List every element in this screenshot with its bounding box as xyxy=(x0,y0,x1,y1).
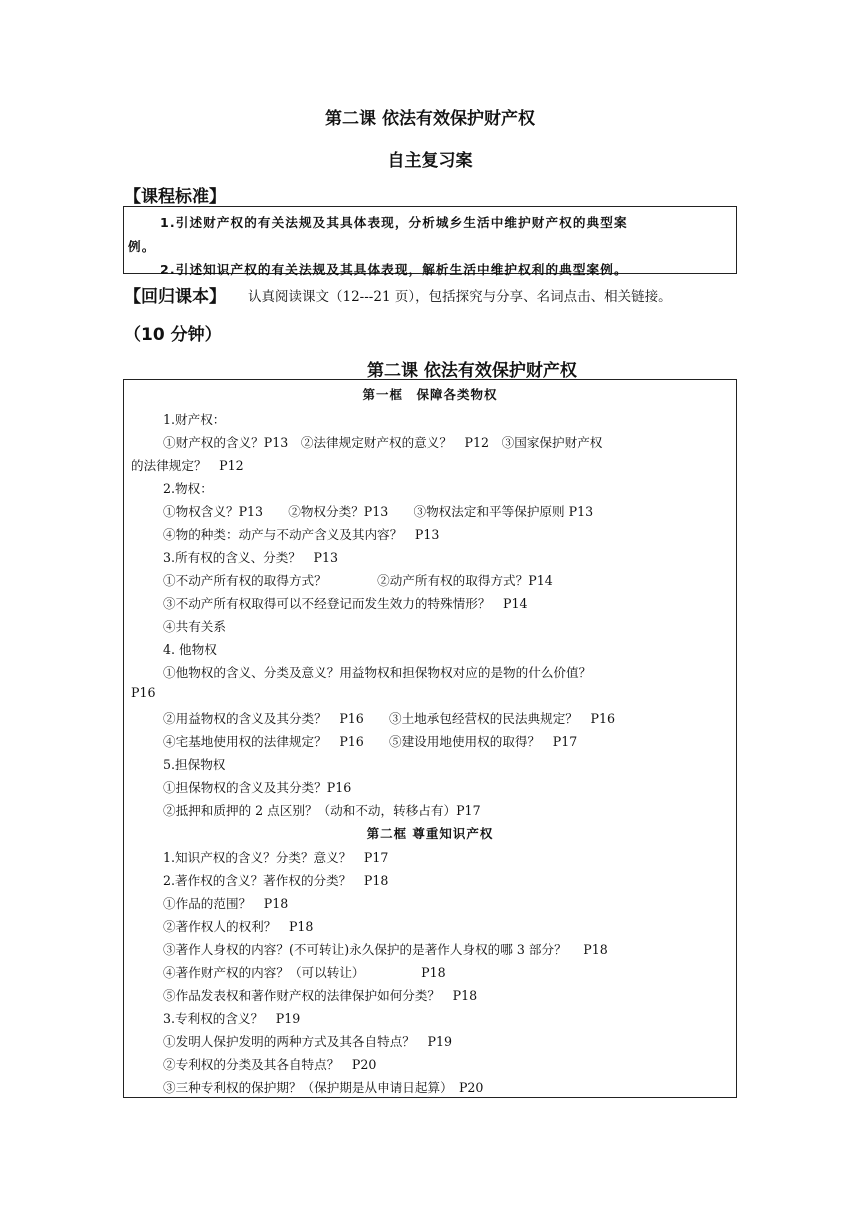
outline-line: ⑤作品发表权和著作财产权的法律保护如何分类？ P18 xyxy=(163,988,478,1003)
standards-box xyxy=(123,206,737,277)
outline-line: ④物的种类：动产与不动产含义及其内容？ P13 xyxy=(163,527,440,542)
lesson-title: 第二课 依法有效保护财产权 xyxy=(367,361,577,381)
outline-line: 2.著作权的含义？著作权的分类？ P18 xyxy=(163,873,389,888)
outline-line: ①财产权的含义？P13 ②法律规定财产权的意义？ P12 ③国家保护财产权 xyxy=(163,435,603,450)
outline-line: ②著作权人的权利？ P18 xyxy=(163,919,314,934)
outline-line: ②抵押和质押的 2 点区别？（动和不动，转移占有）P17 xyxy=(163,803,481,818)
outline-line: ③三种专利权的保护期？（保护期是从申请日起算） P20 xyxy=(163,1080,484,1095)
page-subtitle: 自主复习案 xyxy=(387,151,473,171)
outline-line: ①物权含义？P13 ②物权分类？P13 ③物权法定和平等保护原则 P13 xyxy=(163,504,594,519)
outline-line: 1.财产权： xyxy=(163,412,226,427)
outline-line: ①担保物权的含义及其分类？P16 xyxy=(163,780,352,795)
review-instruction: 认真阅读课文（12---21 页），包括探究与分享、名词点击、相关链接。 xyxy=(248,289,672,305)
outline-line: ④著作财产权的内容？（可以转让） P18 xyxy=(163,965,446,980)
outline-line: ②用益物权的含义及其分类？ P16 ③土地承包经营权的民法典规定？ P16 xyxy=(163,711,615,726)
outline-box xyxy=(123,379,737,1098)
outline-line: ④共有关系 xyxy=(163,619,226,634)
frame-2-title: 第二框 尊重知识产权 xyxy=(366,826,494,841)
outline-line: ③著作人身权的内容？(不可转让)永久保护的是著作人身权的哪 3 部分？ P18 xyxy=(163,942,608,957)
outline-line: 4. 他物权 xyxy=(163,642,217,657)
outline-line: 3.专利权的含义？ P19 xyxy=(163,1011,301,1026)
review-time: （10 分钟） xyxy=(124,325,222,345)
frame-1-title: 第一框 保障各类物权 xyxy=(362,387,498,402)
review-heading: 【回归课本】 xyxy=(124,287,226,307)
outline-line: ①他物权的含义、分类及意义？用益物权和担保物权对应的是物的什么价值？ xyxy=(163,665,592,680)
outline-line: 的法律规定？ P12 xyxy=(131,458,244,473)
standards-line-2: 2.引述知识产权的有关法规及其具体表现，解析生活中维护权利的典型案例。 xyxy=(160,262,628,277)
outline-line: ①不动产所有权的取得方式？ ②动产所有权的取得方式？P14 xyxy=(163,573,553,588)
outline-line: 2.物权： xyxy=(163,481,213,496)
outline-line: ②专利权的分类及其各自特点？ P20 xyxy=(163,1057,377,1072)
outline-line: ①作品的范围？ P18 xyxy=(163,896,289,911)
outline-line: 1.知识产权的含义？分类？意义？ P17 xyxy=(163,850,389,865)
standards-line-1: 1.引述财产权的有关法规及其具体表现，分析城乡生活中维护财产权的典型案 xyxy=(160,215,628,230)
outline-line: ①发明人保护发明的两种方式及其各自特点？ P19 xyxy=(163,1034,452,1049)
outline-line: ③不动产所有权取得可以不经登记而发生效力的特殊情形？ P14 xyxy=(163,596,528,611)
outline-line: ④宅基地使用权的法律规定？ P16 ⑤建设用地使用权的取得？ P17 xyxy=(163,734,578,749)
standards-line-1-cont: 例。 xyxy=(128,239,156,254)
outline-line: 3.所有权的含义、分类？ P13 xyxy=(163,550,339,565)
outline-line: P16 xyxy=(131,685,156,700)
outline-line: 5.担保物权 xyxy=(163,757,226,772)
standards-heading: 【课程标准】 xyxy=(124,187,226,207)
page-title: 第二课 依法有效保护财产权 xyxy=(325,109,535,129)
